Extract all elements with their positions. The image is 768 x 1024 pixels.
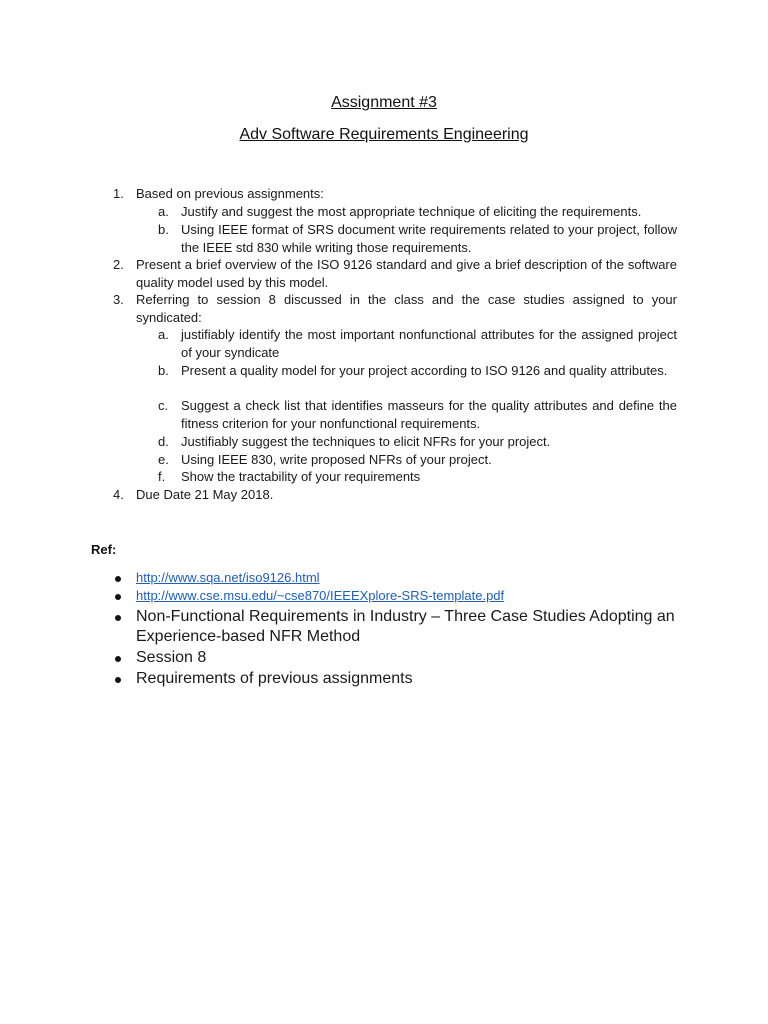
list-subitem: justifiably identify the most important nonfunctional attributes for the assigned project of your syndicate — [181, 327, 677, 360]
subitem-letter: b. — [158, 363, 169, 378]
bullet-icon — [115, 656, 121, 662]
list-subitem: Using IEEE 830, write proposed NFRs of your project. — [181, 452, 492, 467]
item-number: 1. — [113, 186, 124, 201]
list-subitem: Using IEEE format of SRS document write requirements related to your project, follow the IEEE std 830 while writing those requirements. — [181, 222, 677, 255]
item-number: 2. — [113, 257, 124, 272]
list-item: Present a brief overview of the ISO 9126 standard and give a brief description of the software quality model used by this model. — [136, 257, 677, 290]
list-subitem: Justify and suggest the most appropriate technique of eliciting the requirements. — [181, 204, 642, 219]
bullet-icon — [115, 615, 121, 621]
document-subtitle: Adv Software Requirements Engineering — [239, 126, 529, 143]
item-number: 3. — [113, 292, 124, 307]
subitem-letter: a. — [158, 204, 169, 219]
list-item: Based on previous assignments: — [136, 186, 324, 201]
subitem-letter: f. — [158, 469, 166, 484]
references-heading: Ref: — [91, 542, 117, 557]
bullet-icon — [115, 677, 121, 683]
reference-link-srs-template[interactable]: http://www.cse.msu.edu/~cse870/IEEEXplore-SRS-template.pdf — [136, 588, 505, 603]
reference-item: Session 8 — [136, 649, 207, 666]
list-subitem: Show the tractability of your requirements — [181, 469, 421, 484]
reference-link-iso9126[interactable]: http://www.sqa.net/iso9126.html — [136, 570, 320, 585]
bullet-icon — [115, 576, 121, 582]
subitem-letter: b. — [158, 222, 169, 237]
document-title: Assignment #3 — [331, 94, 437, 111]
list-subitem: Justifiably suggest the techniques to elicit NFRs for your project. — [181, 434, 551, 449]
list-subitem: Suggest a check list that identifies masseurs for the quality attributes and define the fitness criterion for your nonfunctional requirements. — [181, 398, 677, 431]
subitem-letter: d. — [158, 434, 169, 449]
subitem-letter: c. — [158, 398, 169, 413]
reference-item: Non-Functional Requirements in Industry – Three Case Studies Adopting an Experience-based NFR Method — [136, 608, 675, 645]
list-item: Due Date 21 May 2018. — [136, 487, 274, 502]
reference-item: Requirements of previous assignments — [136, 670, 413, 687]
list-subitem: Present a quality model for your project according to ISO 9126 and quality attributes. — [181, 363, 668, 378]
item-number: 4. — [113, 487, 124, 502]
subitem-letter: e. — [158, 452, 169, 467]
bullet-icon — [115, 594, 121, 600]
subitem-letter: a. — [158, 327, 169, 342]
list-item: Referring to session 8 discussed in the class and the case studies assigned to your syndicated: — [136, 292, 677, 325]
